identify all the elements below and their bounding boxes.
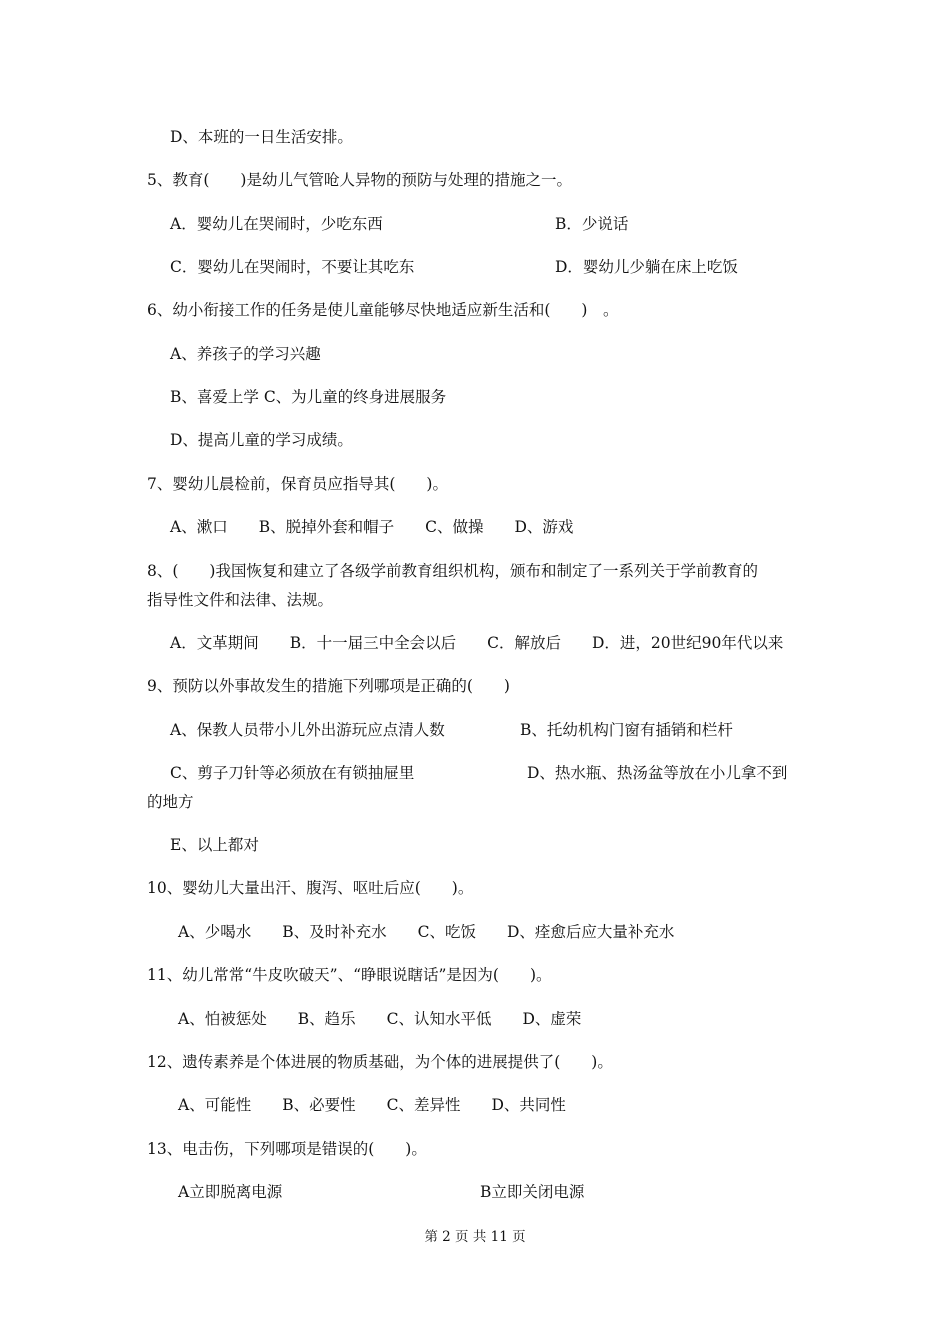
options-8: A．文革期间 B．十一届三中全会以后 C．解放后 D．进，20世纪90年代以来 <box>170 634 784 652</box>
question-6: 6、幼小衔接工作的任务是使儿童能够尽快地适应新生活和( ) 。 <box>147 301 619 319</box>
option-6d: D、提高儿童的学习成绩。 <box>170 431 353 449</box>
option-5c: C．婴幼儿在哭闹时，不要让其吃东 <box>170 258 415 276</box>
option-9d-line-1: D、热水瓶、热汤盆等放在小儿拿不到 <box>527 764 788 782</box>
option-5b: B．少说话 <box>555 215 629 233</box>
question-9: 9、预防以外事故发生的措施下列哪项是正确的( ) <box>147 677 510 695</box>
option-9b: B、托幼机构门窗有插销和栏杆 <box>520 721 733 739</box>
option-5d: D．婴幼儿少躺在床上吃饭 <box>555 258 738 276</box>
option-4d: D、本班的一日生活安排。 <box>170 128 353 146</box>
options-12: A、可能性 B、必要性 C、差异性 D、共同性 <box>178 1096 566 1114</box>
options-11: A、怕被惩处 B、趋乐 C、认知水平低 D、虚荣 <box>178 1010 582 1028</box>
option-5a: A．婴幼儿在哭闹时，少吃东西 <box>170 215 383 233</box>
option-9e: E、以上都对 <box>170 836 259 854</box>
question-13: 13、电击伤，下列哪项是错误的( )。 <box>147 1140 427 1158</box>
question-7: 7、婴幼儿晨检前，保育员应指导其( )。 <box>147 475 448 493</box>
option-9d-line-2: 的地方 <box>147 793 194 811</box>
option-6a: A、养孩子的学习兴趣 <box>170 345 321 363</box>
question-5: 5、教育( )是幼儿气管呛人异物的预防与处理的措施之一。 <box>147 171 572 189</box>
question-10: 10、婴幼儿大量出汗、腹泻、呕吐后应( )。 <box>147 879 474 897</box>
page-footer: 第 2 页 共 11 页 <box>424 1229 526 1245</box>
option-9c: C、剪子刀针等必须放在有锁抽屉里 <box>170 764 415 782</box>
question-11: 11、幼儿常常“牛皮吹破天”、“睁眼说瞎话”是因为( )。 <box>147 966 552 984</box>
option-13b: B立即关闭电源 <box>480 1183 585 1201</box>
question-8-line-2: 指导性文件和法律、法规。 <box>147 591 334 609</box>
option-9a: A、保教人员带小儿外出游玩应点清人数 <box>170 721 445 739</box>
option-13a: A立即脱离电源 <box>178 1183 283 1201</box>
question-8-line-1: 8、( )我国恢复和建立了各级学前教育组织机构，颁布和制定了一系列关于学前教育的 <box>147 562 758 580</box>
options-10: A、少喝水 B、及时补充水 C、吃饭 D、痊愈后应大量补充水 <box>178 923 675 941</box>
option-6bc: B、喜爱上学 C、为儿童的终身进展服务 <box>170 388 447 406</box>
question-12: 12、遗传素养是个体进展的物质基础，为个体的进展提供了( )。 <box>147 1053 613 1071</box>
options-7: A、漱口 B、脱掉外套和帽子 C、做操 D、游戏 <box>170 518 574 536</box>
